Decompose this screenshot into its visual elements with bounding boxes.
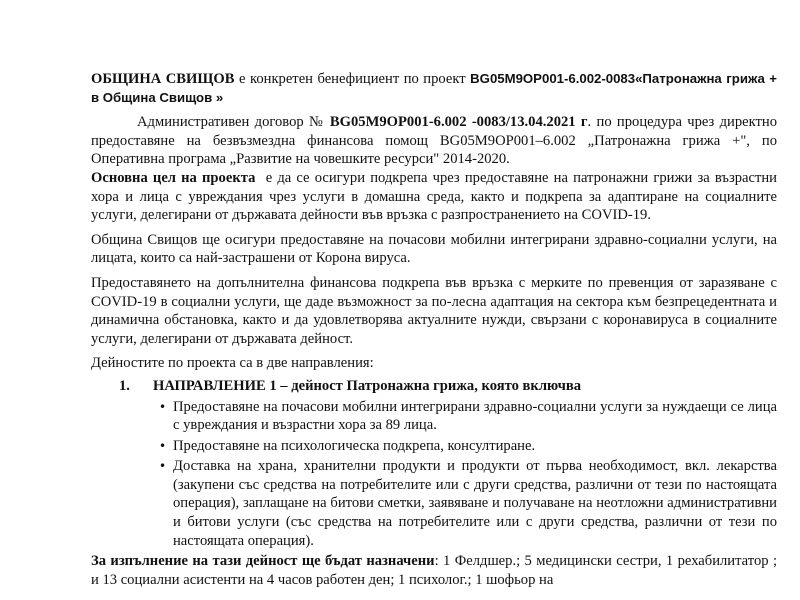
paragraph-financial-support: Предоставянето на допълнителна финансова подкрепа във връзка с мерките по превенция от заразяване с COVID-19 в социални услуги, ще даде възможност за по-лесна адаптация на сектора към безпрецедентната и динамична обстановка, както и да удовлетворява актуалните нужди, свързани с коронавируса в социалните услуги, делегирани от държавата дейност. bbox=[91, 274, 777, 347]
beneficiary-text: е конкретен бенефициент по проект bbox=[234, 71, 471, 87]
paragraph-contract bbox=[91, 113, 777, 169]
list-item: • Предоставяне на почасови мобилни интегрирани здравно-социални услуги за нуждаещи се лица с увреждания и възрастни хора за 89 лица. bbox=[91, 398, 777, 435]
section-1-heading bbox=[91, 377, 777, 396]
section-1-title: НАПРАВЛЕНИЕ 1 – дейност Патронажна грижа, която включва bbox=[153, 377, 582, 394]
paragraph-main-goal bbox=[91, 169, 777, 225]
list-item: • Предоставяне на психологическа подкрепа, консултиране. bbox=[91, 437, 777, 456]
staff-text: : 1 Фелдшер.; 5 медицински сестри, 1 рехабилитатор ; и 13 социални асистенти на 4 часов работен ден; 1 психолог.; 1 шофьор на bbox=[91, 553, 778, 588]
main-goal-label: Основна цел на проекта bbox=[91, 169, 256, 186]
section-1-bullet-list bbox=[91, 398, 777, 551]
list-item: • Доставка на храна, хранителни продукти и продукти от първа необходимост, вкл. лекарства (закупени със средства на потребителите или с други средства, различни от тези по настоящата операция), заплащане на битови сметки, заявяване и получаване на неотложни административни и битови услуги (със средства на потребителите или с други средства, различни от тези по настоящата операция). bbox=[91, 457, 777, 550]
paragraph-services: Община Свищов ще осигури предоставяне на почасови мобилни интегрирани здравно-социални услуги, на лицата, които са най-застрашени от Корона вируса. bbox=[91, 231, 777, 267]
paragraph-activities-intro: Дейностите по проекта са в две направления: bbox=[91, 355, 374, 372]
section-1-number: 1. bbox=[119, 377, 130, 394]
main-goal-text: е да се осигури подкрепа чрез предоставяне на патронажни грижи за възрастни хора и лица с увреждания чрез услуги в домашна среда, както и подкрепа за адаптиране на социалните услуги, делегирани от държавата дейности във връзка с разпространението на COVID-19. bbox=[91, 169, 777, 224]
contract-number: BG05M9OP001-6.002 -0083/13.04.2021 г bbox=[329, 114, 588, 131]
staff-label: За изпълнение на тази дейност ще бъдат назначени bbox=[91, 553, 435, 570]
contract-details: . по процедура чрез директно предоставяне на безвъзмездна финансова помощ BG05M9OP001–6.002 „Патронажна грижа +", по Оперативна програма „Развитие на човешките ресурси" 2014-2020. bbox=[91, 114, 778, 168]
paragraph-beneficiary bbox=[91, 70, 777, 107]
project-code: BG05M9OP001-6.002-0083«Патронажна грижа + в Община Свищов » bbox=[91, 71, 777, 105]
municipality-name: ОБЩИНА СВИЩОВ bbox=[91, 71, 235, 87]
contract-intro: Административен договор № bbox=[137, 114, 330, 131]
document-body bbox=[91, 70, 777, 589]
paragraph-staff bbox=[91, 552, 777, 589]
